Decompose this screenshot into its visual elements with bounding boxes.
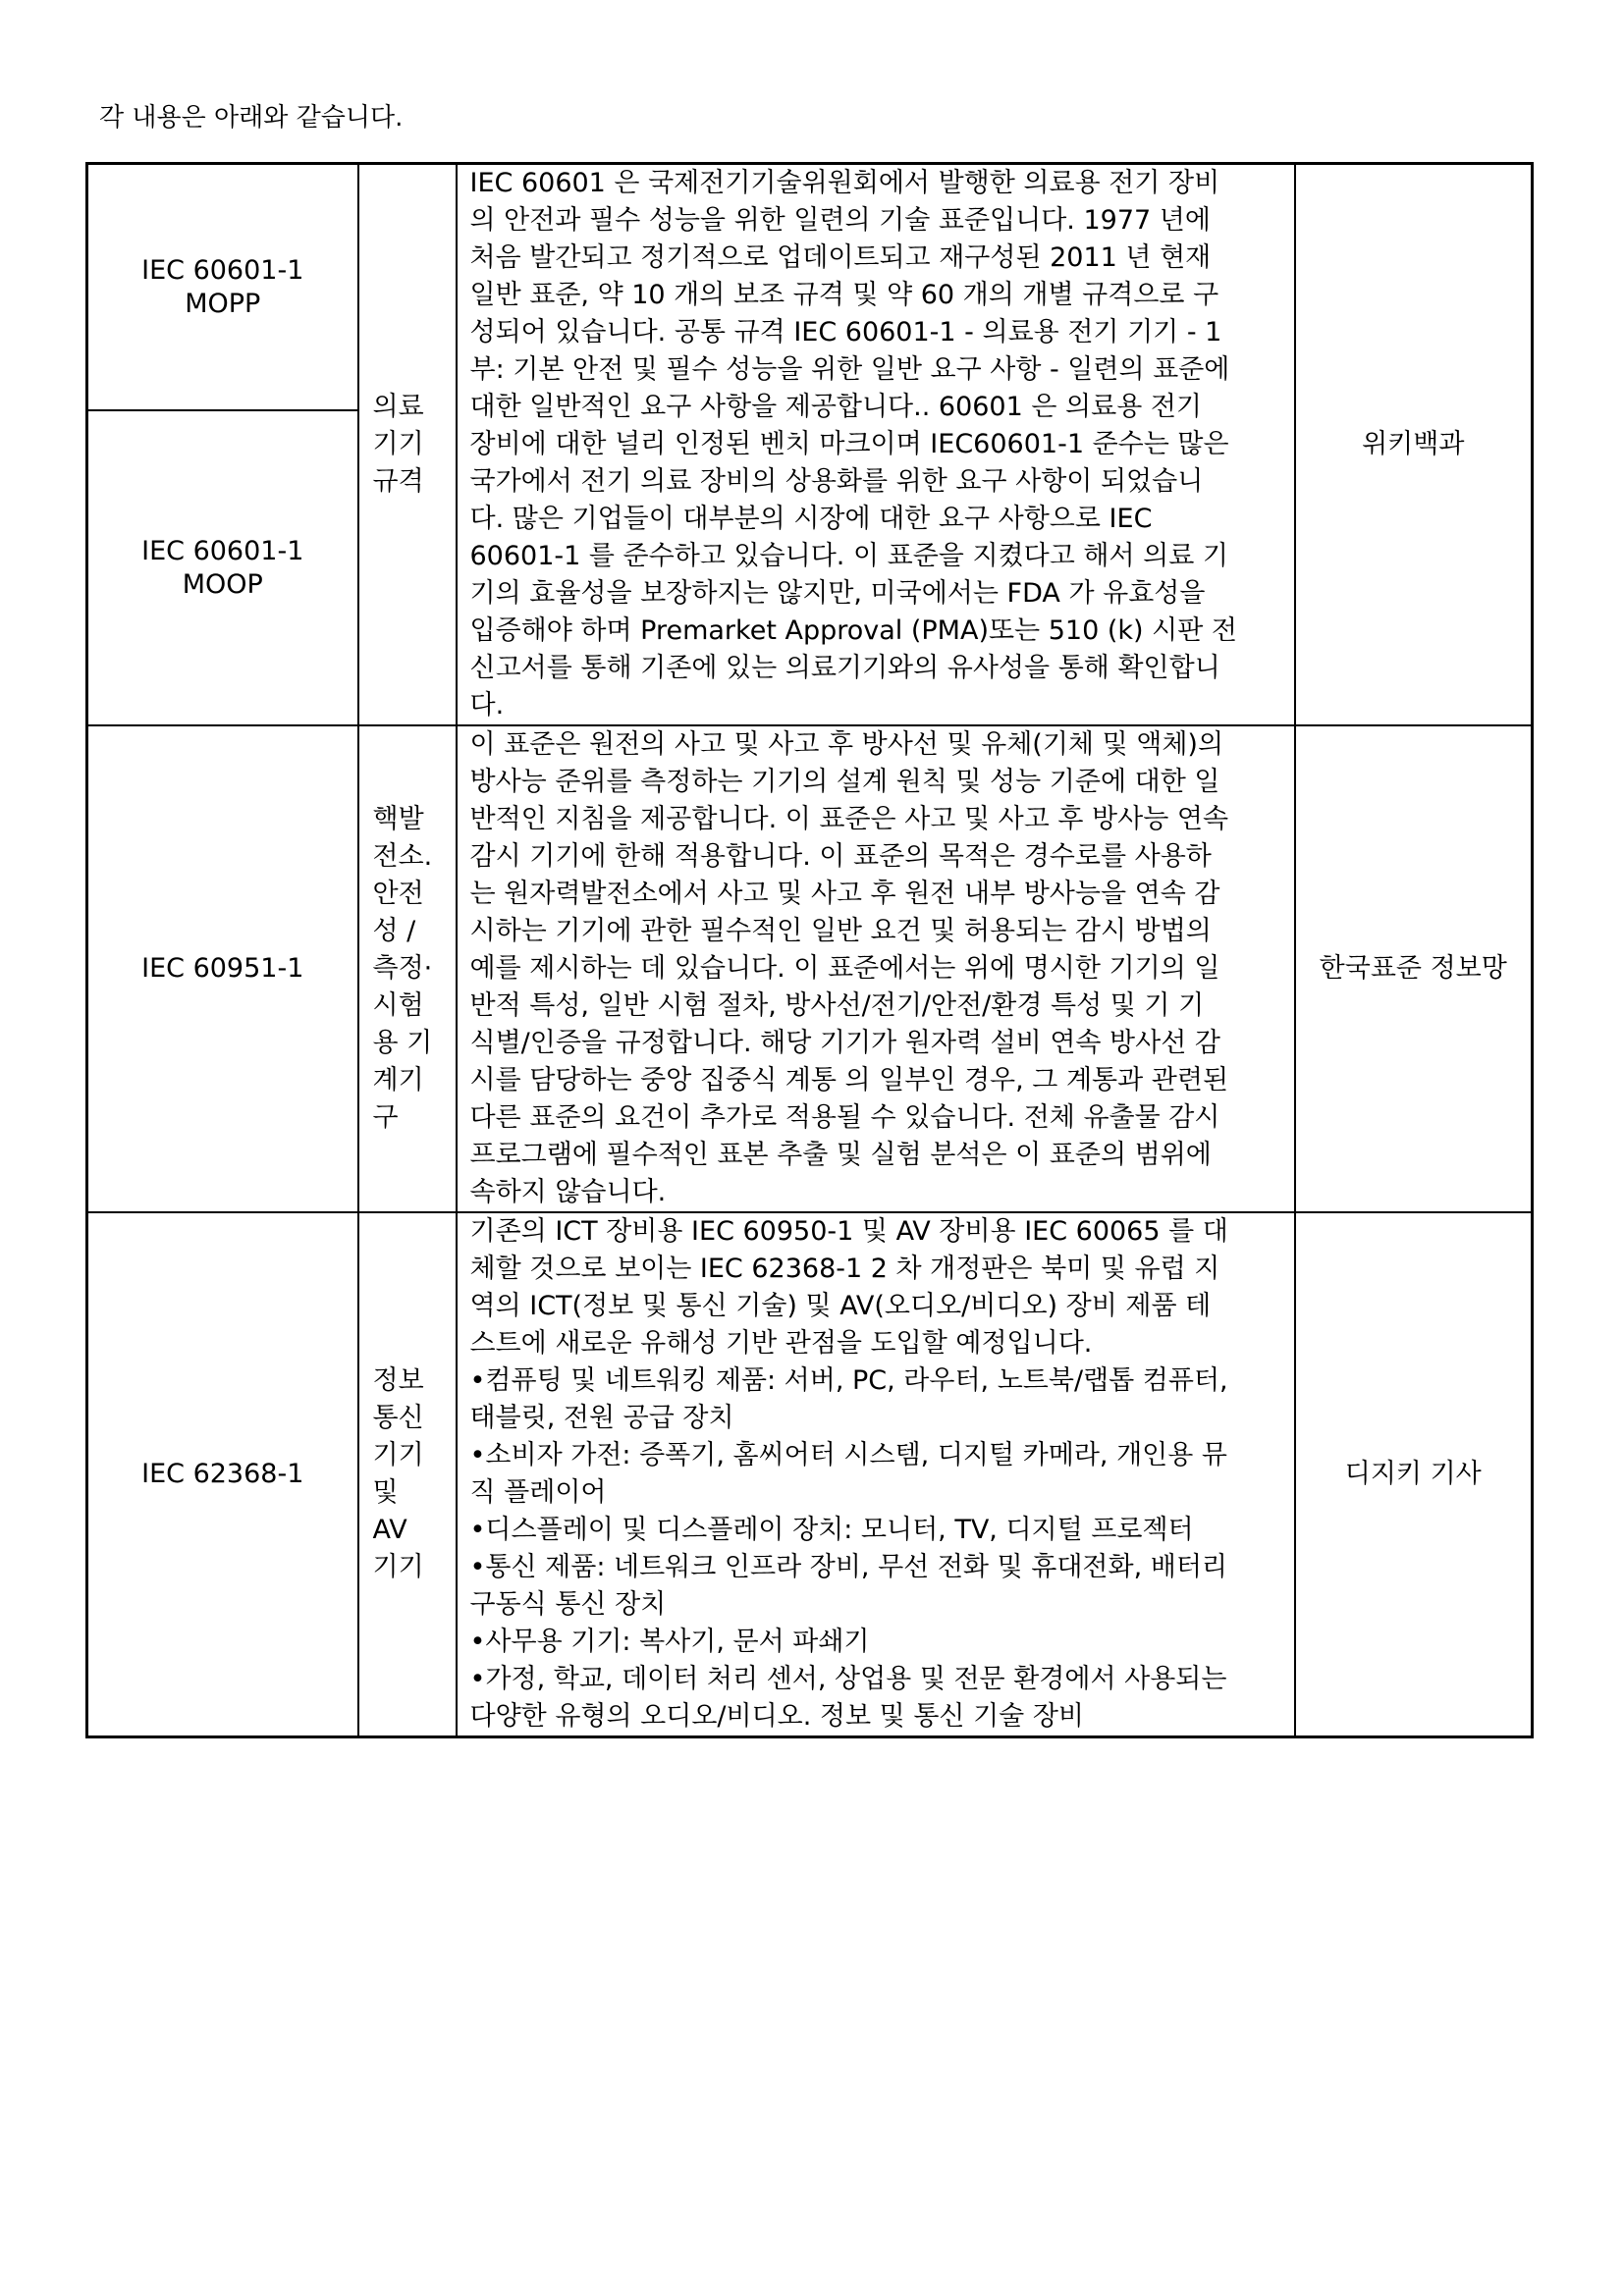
description-line: 프로그램에 필수적인 표본 추출 및 실험 분석은 이 표준의 범위에: [469, 1140, 1212, 1170]
category-cell: [358, 725, 457, 1212]
category-line: 용 기: [372, 1028, 433, 1058]
description-line: •통신 제품: 네트워크 인프라 장비, 무선 전화 및 휴대전화, 배터리: [469, 1552, 1227, 1582]
category-line: 성 /: [372, 916, 416, 946]
description-line: 시하는 기기에 관한 필수적인 일반 요건 및 허용되는 감시 방법의: [469, 916, 1212, 946]
description-line: IEC 60601 은 국제전기기술위원회에서 발행한 의료용 전기 장비: [469, 168, 1220, 198]
description-cell: [457, 725, 1295, 1212]
source-cell: 디지키 기사: [1295, 1212, 1533, 1737]
description-line: 입증해야 하며 Premarket Approval (PMA)또는 510 (k) 시판 전: [469, 615, 1237, 646]
category-line: 측정·: [372, 953, 433, 984]
description-line: 기의 효율성을 보장하지는 않지만, 미국에서는 FDA 가 유효성을: [469, 578, 1206, 609]
category-line: 기기: [372, 1440, 424, 1470]
description-line: •컴퓨팅 및 네트워킹 제품: 서버, PC, 라우터, 노트북/랩톱 컴퓨터,: [469, 1365, 1228, 1396]
description-line: 다양한 유형의 오디오/비디오. 정보 및 통신 기술 장비: [469, 1701, 1084, 1732]
description-line: 다른 표준의 요건이 추가로 적용될 수 있습니다. 전체 유출물 감시: [469, 1102, 1220, 1133]
standard-name: IEC 60951-1: [141, 953, 304, 984]
description-line: 방사능 준위를 측정하는 기기의 설계 원칙 및 성능 기준에 대한 일: [469, 767, 1220, 797]
description-line: 스트에 새로운 유해성 기반 관점을 도입할 예정입니다.: [469, 1328, 1093, 1359]
description-line: 성되어 있습니다. 공통 규격 IEC 60601-1 - 의료용 전기 기기 - 1: [469, 317, 1222, 347]
description-line: 태블릿, 전원 공급 장치: [469, 1403, 734, 1433]
table-row: [87, 164, 1533, 411]
category-line: 규격: [372, 466, 424, 497]
standard-cell: [87, 410, 358, 725]
description-line: 역의 ICT(정보 및 통신 기술) 및 AV(오디오/비디오) 장비 제품 테: [469, 1291, 1212, 1321]
description-line: 구동식 통신 장치: [469, 1589, 667, 1620]
intro-text: 각 내용은 아래와 같습니다.: [99, 103, 404, 133]
standards-table: [85, 162, 1534, 1738]
category-cell: [358, 1212, 457, 1737]
category-line: 기기: [372, 1552, 424, 1582]
description-line: •디스플레이 및 디스플레이 장치: 모니터, TV, 디지털 프로젝터: [469, 1515, 1194, 1545]
standard-cell: [87, 164, 358, 411]
source-cell: 한국표준 정보망: [1295, 725, 1533, 1212]
description-line: 반적인 지침을 제공합니다. 이 표준은 사고 및 사고 후 방사능 연속: [469, 804, 1229, 834]
category-line: 구: [372, 1102, 399, 1133]
description-line: 시를 담당하는 중앙 집중식 계통 의 일부인 경우, 그 계통과 관련된: [469, 1065, 1229, 1095]
standard-variant: MOOP: [182, 568, 263, 600]
standard-cell: [87, 1212, 358, 1737]
category-line: 정보: [372, 1365, 424, 1396]
description-line: 부: 기본 안전 및 필수 성능을 위한 일반 요구 사항 - 일련의 표준에: [469, 354, 1230, 385]
category-line: 통신: [372, 1403, 424, 1433]
description-line: 다. 많은 기업들이 대부분의 시장에 대한 요구 사항으로 IEC: [469, 504, 1153, 534]
description-line: 는 원자력발전소에서 사고 및 사고 후 원전 내부 방사능을 연속 감: [469, 879, 1220, 909]
standard-name: IEC 60601-1: [141, 254, 304, 286]
category-line: 계기: [372, 1065, 424, 1095]
category-line: 기기: [372, 429, 424, 459]
standard-variant: MOPP: [185, 288, 261, 319]
description-line: 체할 것으로 보이는 IEC 62368-1 2 차 개정판은 북미 및 유럽 지: [469, 1254, 1220, 1284]
description-line: 일반 표준, 약 10 개의 보조 규격 및 약 60 개의 개별 규격으로 구: [469, 280, 1219, 310]
description-line: 감시 기기에 한해 적용합니다. 이 표준의 목적은 경수로를 사용하: [469, 841, 1212, 872]
description-line: 반적 특성, 일반 시험 절차, 방사선/전기/안전/환경 특성 및 기 기: [469, 990, 1205, 1021]
description-line: 기존의 ICT 장비용 IEC 60950-1 및 AV 장비용 IEC 60065 를 대: [469, 1216, 1228, 1247]
table-row: [87, 1212, 1533, 1737]
description-line: 속하지 않습니다.: [469, 1177, 667, 1207]
description-line: 장비에 대한 널리 인정된 벤치 마크이며 IEC60601-1 준수는 많은: [469, 429, 1229, 459]
description-line: 예를 제시하는 데 있습니다. 이 표준에서는 위에 명시한 기기의 일: [469, 953, 1220, 984]
description-line: •가정, 학교, 데이터 처리 센서, 상업용 및 전문 환경에서 사용되는: [469, 1664, 1227, 1694]
category-line: 핵발: [372, 804, 424, 834]
description-line: •소비자 가전: 증폭기, 홈씨어터 시스템, 디지털 카메라, 개인용 뮤: [469, 1440, 1227, 1470]
description-line: 의 안전과 필수 성능을 위한 일련의 기술 표준입니다. 1977 년에: [469, 205, 1211, 236]
category-cell: [358, 164, 457, 726]
category-line: 전소.: [372, 841, 433, 872]
source-cell: 위키백과: [1295, 164, 1533, 726]
description-cell: [457, 1212, 1295, 1737]
description-line: 신고서를 통해 기존에 있는 의료기기와의 유사성을 통해 확인합니: [469, 653, 1220, 683]
description-line: 직 플레이어: [469, 1477, 607, 1508]
description-line: 다.: [469, 690, 505, 721]
table-row: [87, 725, 1533, 1212]
standard-cell: [87, 725, 358, 1212]
standard-name: IEC 62368-1: [141, 1459, 304, 1489]
description-line: 국가에서 전기 의료 장비의 상용화를 위한 요구 사항이 되었습니: [469, 466, 1204, 497]
description-line: 식별/인증을 규정합니다. 해당 기기가 원자력 설비 연속 방사선 감: [469, 1028, 1220, 1058]
description-line: •사무용 기기: 복사기, 문서 파쇄기: [469, 1627, 870, 1657]
category-line: 안전: [372, 879, 424, 909]
description-line: 이 표준은 원전의 사고 및 사고 후 방사선 및 유체(기체 및 액체)의: [469, 729, 1224, 760]
description-line: 대한 일반적인 요구 사항을 제공합니다.. 60601 은 의료용 전기: [469, 392, 1203, 422]
standard-name: IEC 60601-1: [141, 535, 304, 566]
description-cell: [457, 164, 1295, 726]
description-line: 처음 발간되고 정기적으로 업데이트되고 재구성된 2011 년 현재: [469, 242, 1212, 273]
category-line: 의료: [372, 392, 424, 422]
category-line: 및: [372, 1477, 399, 1508]
category-line: AV: [372, 1515, 407, 1545]
description-line: 60601-1 를 준수하고 있습니다. 이 표준을 지켰다고 해서 의료 기: [469, 541, 1228, 571]
category-line: 시험: [372, 990, 424, 1021]
